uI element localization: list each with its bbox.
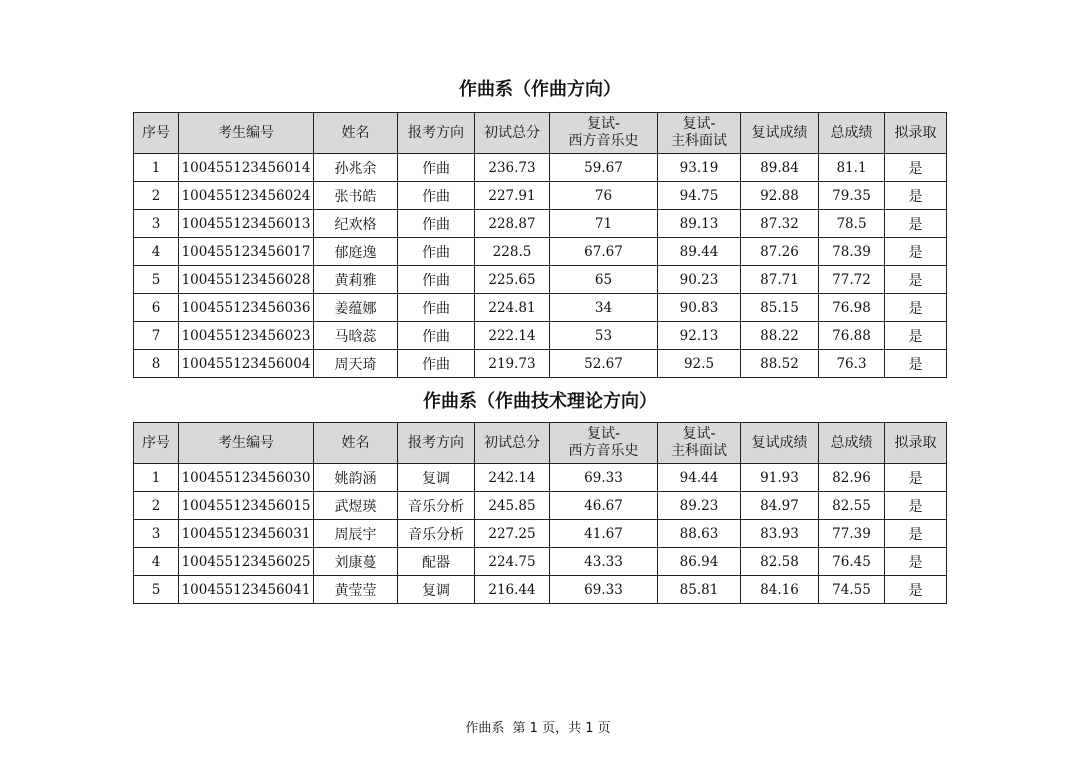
footer-department: 作曲系: [465, 721, 505, 736]
cell-prelim-score: 224.81: [475, 294, 550, 322]
table-row: [134, 182, 947, 210]
cell-prelim-score: 222.14: [475, 322, 550, 350]
cell-admitted: 是: [885, 350, 947, 378]
cell-rank: 5: [134, 576, 179, 604]
cell-direction: 作曲: [398, 350, 475, 378]
cell-total-score: 74.55: [819, 576, 885, 604]
cell-total-score: 78.39: [819, 238, 885, 266]
column-header-retest-score: 复试成绩: [741, 113, 819, 154]
cell-major-interview: 89.13: [658, 210, 741, 238]
cell-major-interview: 90.23: [658, 266, 741, 294]
cell-major-interview: 88.63: [658, 520, 741, 548]
page-footer: [0, 717, 1080, 736]
cell-candidate-id: 100455123456025: [179, 548, 314, 576]
cell-name: 孙兆余: [314, 154, 398, 182]
column-header-admitted: 拟录取: [885, 423, 947, 464]
table-row: [134, 210, 947, 238]
cell-rank: 5: [134, 266, 179, 294]
table-row: [134, 576, 947, 604]
table-header-row: [134, 113, 947, 154]
cell-candidate-id: 100455123456024: [179, 182, 314, 210]
cell-retest-score: 92.88: [741, 182, 819, 210]
cell-prelim-score: 228.87: [475, 210, 550, 238]
cell-prelim-score: 224.75: [475, 548, 550, 576]
cell-candidate-id: 100455123456015: [179, 492, 314, 520]
cell-name: 黄莹莹: [314, 576, 398, 604]
cell-candidate-id: 100455123456023: [179, 322, 314, 350]
cell-admitted: 是: [885, 322, 947, 350]
cell-major-interview: 94.75: [658, 182, 741, 210]
cell-candidate-id: 100455123456013: [179, 210, 314, 238]
column-header-direction: 报考方向: [398, 113, 475, 154]
column-header-name: 姓名: [314, 423, 398, 464]
cell-total-score: 76.3: [819, 350, 885, 378]
cell-western-music-history: 67.67: [550, 238, 658, 266]
cell-rank: 7: [134, 322, 179, 350]
cell-western-music-history: 69.33: [550, 576, 658, 604]
cell-prelim-score: 228.5: [475, 238, 550, 266]
cell-rank: 2: [134, 182, 179, 210]
cell-retest-score: 88.22: [741, 322, 819, 350]
table-row: [134, 154, 947, 182]
cell-western-music-history: 43.33: [550, 548, 658, 576]
cell-name: 纪欢格: [314, 210, 398, 238]
cell-rank: 3: [134, 210, 179, 238]
cell-prelim-score: 236.73: [475, 154, 550, 182]
table2-title: 作曲系（作曲技术理论方向）: [423, 391, 657, 412]
cell-admitted: 是: [885, 492, 947, 520]
cell-total-score: 82.96: [819, 464, 885, 492]
column-header-name: 姓名: [314, 113, 398, 154]
footer-page-number: 第 1 页，共 1 页: [512, 721, 611, 736]
cell-direction: 复调: [398, 464, 475, 492]
cell-prelim-score: 227.91: [475, 182, 550, 210]
cell-admitted: 是: [885, 210, 947, 238]
table-body: [134, 464, 947, 604]
cell-retest-score: 91.93: [741, 464, 819, 492]
column-header-total-score: 总成绩: [819, 423, 885, 464]
cell-candidate-id: 100455123456014: [179, 154, 314, 182]
cell-rank: 6: [134, 294, 179, 322]
cell-major-interview: 90.83: [658, 294, 741, 322]
cell-western-music-history: 41.67: [550, 520, 658, 548]
cell-admitted: 是: [885, 266, 947, 294]
cell-direction: 配器: [398, 548, 475, 576]
score-table-theory: [133, 422, 947, 604]
column-header-retest-score: 复试成绩: [741, 423, 819, 464]
cell-admitted: 是: [885, 464, 947, 492]
cell-direction: 作曲: [398, 294, 475, 322]
cell-candidate-id: 100455123456041: [179, 576, 314, 604]
cell-rank: 4: [134, 548, 179, 576]
cell-name: 周天琦: [314, 350, 398, 378]
cell-candidate-id: 100455123456017: [179, 238, 314, 266]
cell-total-score: 78.5: [819, 210, 885, 238]
cell-name: 郁庭逸: [314, 238, 398, 266]
cell-rank: 1: [134, 464, 179, 492]
cell-prelim-score: 227.25: [475, 520, 550, 548]
cell-admitted: 是: [885, 238, 947, 266]
cell-rank: 1: [134, 154, 179, 182]
column-header-candidate-id: 考生编号: [179, 113, 314, 154]
cell-direction: 音乐分析: [398, 492, 475, 520]
column-header-total-score: 总成绩: [819, 113, 885, 154]
table-row: [134, 350, 947, 378]
cell-direction: 复调: [398, 576, 475, 604]
cell-candidate-id: 100455123456030: [179, 464, 314, 492]
cell-admitted: 是: [885, 154, 947, 182]
cell-prelim-score: 242.14: [475, 464, 550, 492]
cell-admitted: 是: [885, 576, 947, 604]
cell-western-music-history: 71: [550, 210, 658, 238]
cell-admitted: 是: [885, 520, 947, 548]
cell-rank: 8: [134, 350, 179, 378]
cell-total-score: 76.88: [819, 322, 885, 350]
cell-major-interview: 89.23: [658, 492, 741, 520]
cell-western-music-history: 46.67: [550, 492, 658, 520]
column-header-rank: 序号: [134, 423, 179, 464]
cell-major-interview: 85.81: [658, 576, 741, 604]
cell-name: 刘康蔓: [314, 548, 398, 576]
cell-western-music-history: 76: [550, 182, 658, 210]
column-header-prelim-score: 初试总分: [475, 113, 550, 154]
cell-total-score: 76.98: [819, 294, 885, 322]
cell-candidate-id: 100455123456031: [179, 520, 314, 548]
column-header-direction: 报考方向: [398, 423, 475, 464]
table-row: [134, 294, 947, 322]
cell-western-music-history: 69.33: [550, 464, 658, 492]
cell-rank: 3: [134, 520, 179, 548]
cell-name: 武煜瑛: [314, 492, 398, 520]
cell-name: 周辰宇: [314, 520, 398, 548]
cell-major-interview: 94.44: [658, 464, 741, 492]
cell-direction: 作曲: [398, 182, 475, 210]
cell-name: 张书皓: [314, 182, 398, 210]
cell-western-music-history: 34: [550, 294, 658, 322]
cell-major-interview: 92.13: [658, 322, 741, 350]
cell-major-interview: 93.19: [658, 154, 741, 182]
column-header-candidate-id: 考生编号: [179, 423, 314, 464]
cell-western-music-history: 52.67: [550, 350, 658, 378]
column-header-major-interview: 复试- 主科面试: [658, 423, 741, 464]
cell-retest-score: 85.15: [741, 294, 819, 322]
cell-admitted: 是: [885, 548, 947, 576]
cell-direction: 作曲: [398, 210, 475, 238]
table-row: [134, 548, 947, 576]
cell-total-score: 81.1: [819, 154, 885, 182]
cell-retest-score: 82.58: [741, 548, 819, 576]
cell-retest-score: 88.52: [741, 350, 819, 378]
cell-prelim-score: 245.85: [475, 492, 550, 520]
cell-western-music-history: 65: [550, 266, 658, 294]
cell-prelim-score: 225.65: [475, 266, 550, 294]
cell-retest-score: 83.93: [741, 520, 819, 548]
table-body: [134, 154, 947, 378]
cell-direction: 作曲: [398, 322, 475, 350]
cell-admitted: 是: [885, 294, 947, 322]
cell-retest-score: 87.71: [741, 266, 819, 294]
cell-total-score: 77.72: [819, 266, 885, 294]
column-header-prelim-score: 初试总分: [475, 423, 550, 464]
cell-major-interview: 92.5: [658, 350, 741, 378]
column-header-western-music-history: 复试- 西方音乐史: [550, 113, 658, 154]
cell-western-music-history: 59.67: [550, 154, 658, 182]
cell-retest-score: 84.97: [741, 492, 819, 520]
column-header-major-interview: 复试- 主科面试: [658, 113, 741, 154]
cell-rank: 4: [134, 238, 179, 266]
cell-retest-score: 87.26: [741, 238, 819, 266]
cell-rank: 2: [134, 492, 179, 520]
cell-direction: 作曲: [398, 238, 475, 266]
cell-western-music-history: 53: [550, 322, 658, 350]
cell-major-interview: 86.94: [658, 548, 741, 576]
cell-name: 黄莉雅: [314, 266, 398, 294]
cell-retest-score: 89.84: [741, 154, 819, 182]
table-row: [134, 520, 947, 548]
cell-total-score: 82.55: [819, 492, 885, 520]
cell-candidate-id: 100455123456004: [179, 350, 314, 378]
table-row: [134, 492, 947, 520]
column-header-western-music-history: 复试- 西方音乐史: [550, 423, 658, 464]
cell-direction: 音乐分析: [398, 520, 475, 548]
cell-prelim-score: 216.44: [475, 576, 550, 604]
cell-name: 姚韵涵: [314, 464, 398, 492]
table1-title: 作曲系（作曲方向）: [459, 79, 621, 100]
cell-prelim-score: 219.73: [475, 350, 550, 378]
cell-candidate-id: 100455123456028: [179, 266, 314, 294]
cell-direction: 作曲: [398, 266, 475, 294]
table-row: [134, 464, 947, 492]
column-header-admitted: 拟录取: [885, 113, 947, 154]
cell-name: 马晗蕊: [314, 322, 398, 350]
cell-total-score: 77.39: [819, 520, 885, 548]
cell-admitted: 是: [885, 182, 947, 210]
cell-direction: 作曲: [398, 154, 475, 182]
cell-name: 姜蕴娜: [314, 294, 398, 322]
cell-major-interview: 89.44: [658, 238, 741, 266]
cell-total-score: 76.45: [819, 548, 885, 576]
cell-candidate-id: 100455123456036: [179, 294, 314, 322]
cell-retest-score: 87.32: [741, 210, 819, 238]
table-row: [134, 322, 947, 350]
cell-total-score: 79.35: [819, 182, 885, 210]
column-header-rank: 序号: [134, 113, 179, 154]
score-table-composition: [133, 112, 947, 378]
table-row: [134, 266, 947, 294]
table-header-row: [134, 423, 947, 464]
table-row: [134, 238, 947, 266]
cell-retest-score: 84.16: [741, 576, 819, 604]
